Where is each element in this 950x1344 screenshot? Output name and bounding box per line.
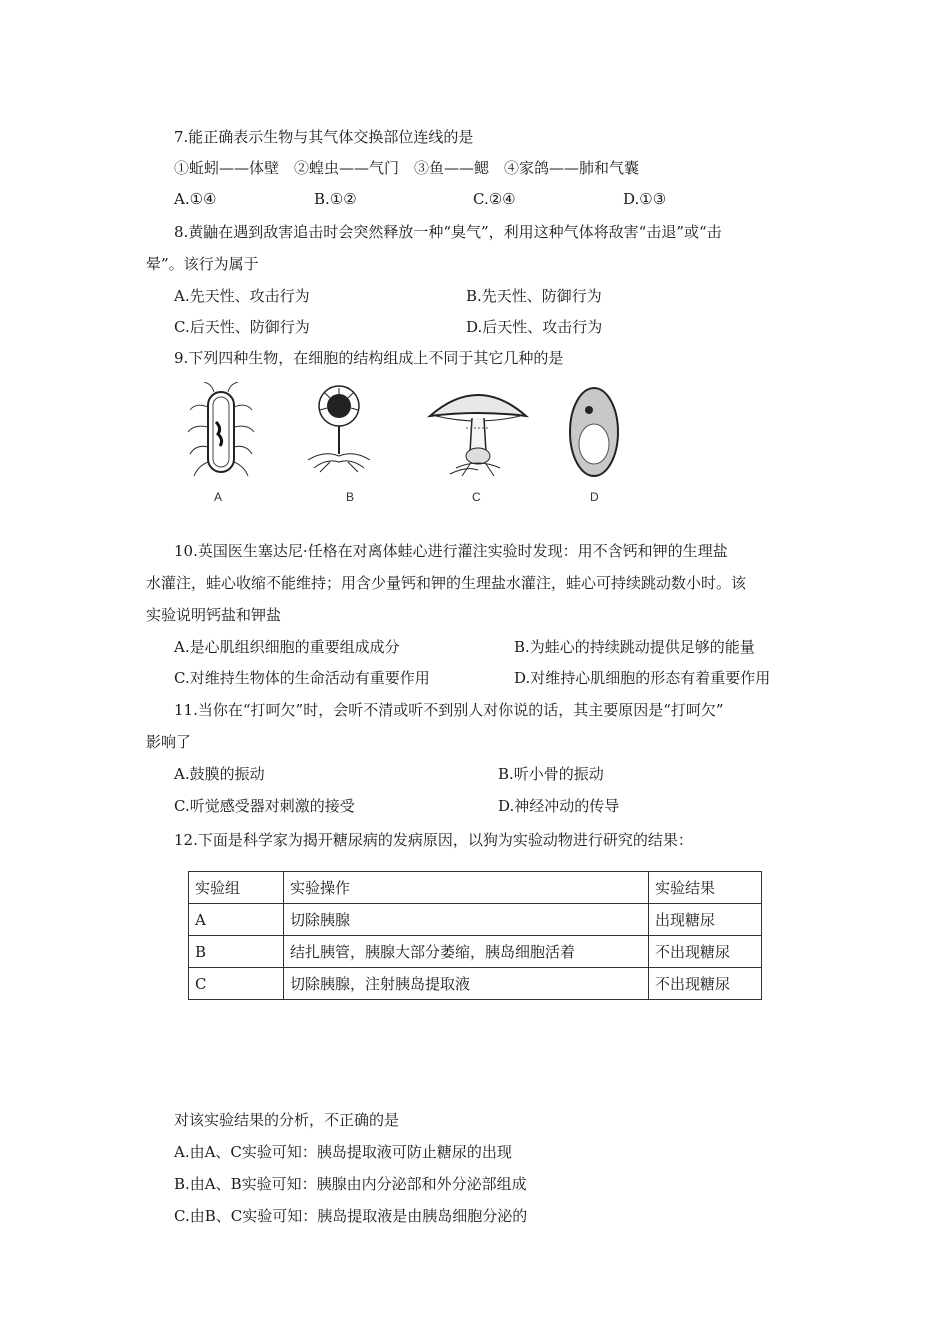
q10-stem-line1: 10.英国医生塞达尼·任格在对离体蛙心进行灌注实验时发现：用不含钙和钾的生理盐 bbox=[174, 542, 728, 560]
q10-option-d: D.对维持心肌细胞的形态有着重要作用 bbox=[514, 669, 771, 687]
table-header-result: 实验结果 bbox=[649, 872, 762, 904]
table-cell: 出现糖尿 bbox=[649, 904, 762, 936]
q12-stem: 12.下面是科学家为揭开糖尿病的发病原因，以狗为实验动物进行研究的结果： bbox=[174, 831, 693, 849]
q9-stem: 9.下列四种生物，在细胞的结构组成上不同于其它几种的是 bbox=[174, 349, 564, 367]
q10-stem-line3: 实验说明钙盐和钾盐 bbox=[146, 606, 282, 624]
q7-stem: 7.能正确表示生物与其气体交换部位连线的是 bbox=[174, 128, 474, 146]
figure-label-b: B bbox=[346, 490, 355, 504]
q12-option-c: C.由B、C实验可知：胰岛提取液是由胰岛细胞分泌的 bbox=[174, 1207, 528, 1225]
table-row bbox=[189, 904, 762, 936]
q7-option-b: B.①② bbox=[314, 190, 357, 208]
q11-option-a: A.鼓膜的振动 bbox=[174, 765, 265, 783]
figure-label-a: A bbox=[214, 490, 223, 504]
table-row bbox=[189, 936, 762, 968]
q7-items: ①蚯蚓——体壁 ②蝗虫——气门 ③鱼——鳃 ④家鸽——肺和气囊 bbox=[174, 159, 640, 177]
mold-figure bbox=[304, 382, 374, 474]
figure-label-c: C bbox=[472, 490, 481, 504]
q12-option-a: A.由A、C实验可知：胰岛提取液可防止糖尿的出现 bbox=[174, 1143, 512, 1161]
table-header-group: 实验组 bbox=[189, 872, 284, 904]
table-row bbox=[189, 968, 762, 1000]
table-cell: 切除胰腺 bbox=[284, 904, 649, 936]
q11-stem-line1: 11.当你在“打呵欠”时，会听不清或听不到别人对你说的话，其主要原因是“打呵欠” bbox=[174, 701, 724, 719]
q11-stem-line2: 影响了 bbox=[146, 733, 192, 751]
q7-option-a: A.①④ bbox=[174, 190, 217, 208]
table-cell: 不出现糖尿 bbox=[649, 936, 762, 968]
mushroom-figure bbox=[426, 382, 530, 478]
table-cell: 不出现糖尿 bbox=[649, 968, 762, 1000]
q8-option-b: B.先天性、防御行为 bbox=[466, 287, 602, 305]
experiment-table bbox=[188, 871, 762, 1000]
q10-stem-line2: 水灌注，蛙心收缩不能维持；用含少量钙和钾的生理盐水灌注，蛙心可持续跳动数小时。该 bbox=[146, 574, 747, 592]
q10-option-c: C.对维持生物体的生命活动有重要作用 bbox=[174, 669, 430, 687]
q12-option-b: B.由A、B实验可知：胰腺由内分泌部和外分泌部组成 bbox=[174, 1175, 527, 1193]
figure-label-d: D bbox=[590, 490, 599, 504]
q7-option-c: C.②④ bbox=[473, 190, 516, 208]
table-cell: 切除胰腺，注射胰岛提取液 bbox=[284, 968, 649, 1000]
table-cell: C bbox=[189, 968, 284, 1000]
q11-option-c: C.听觉感受器对刺激的接受 bbox=[174, 797, 355, 815]
q8-option-d: D.后天性、攻击行为 bbox=[466, 318, 603, 336]
q8-stem-line2: 晕”。该行为属于 bbox=[146, 255, 259, 273]
table-cell: 结扎胰管，胰腺大部分萎缩，胰岛细胞活着 bbox=[284, 936, 649, 968]
table-cell: A bbox=[189, 904, 284, 936]
q8-stem-line1: 8.黄鼬在遇到敌害追击时会突然释放一种“臭气”，利用这种气体将敌害“击退”或“击 bbox=[174, 223, 722, 241]
table-header-row bbox=[189, 872, 762, 904]
q8-option-a: A.先天性、攻击行为 bbox=[174, 287, 310, 305]
q10-option-b: B.为蛙心的持续跳动提供足够的能量 bbox=[514, 638, 755, 656]
q8-option-c: C.后天性、防御行为 bbox=[174, 318, 310, 336]
table-cell: B bbox=[189, 936, 284, 968]
q7-option-d: D.①③ bbox=[623, 190, 667, 208]
yeast-cell-figure bbox=[564, 382, 624, 482]
q11-option-d: D.神经冲动的传导 bbox=[498, 797, 620, 815]
q12-analysis-stem: 对该实验结果的分析，不正确的是 bbox=[174, 1111, 400, 1129]
bacterium-figure bbox=[184, 382, 256, 482]
q10-option-a: A.是心肌组织细胞的重要组成成分 bbox=[174, 638, 400, 656]
q11-option-b: B.听小骨的振动 bbox=[498, 765, 604, 783]
table-header-operation: 实验操作 bbox=[284, 872, 649, 904]
